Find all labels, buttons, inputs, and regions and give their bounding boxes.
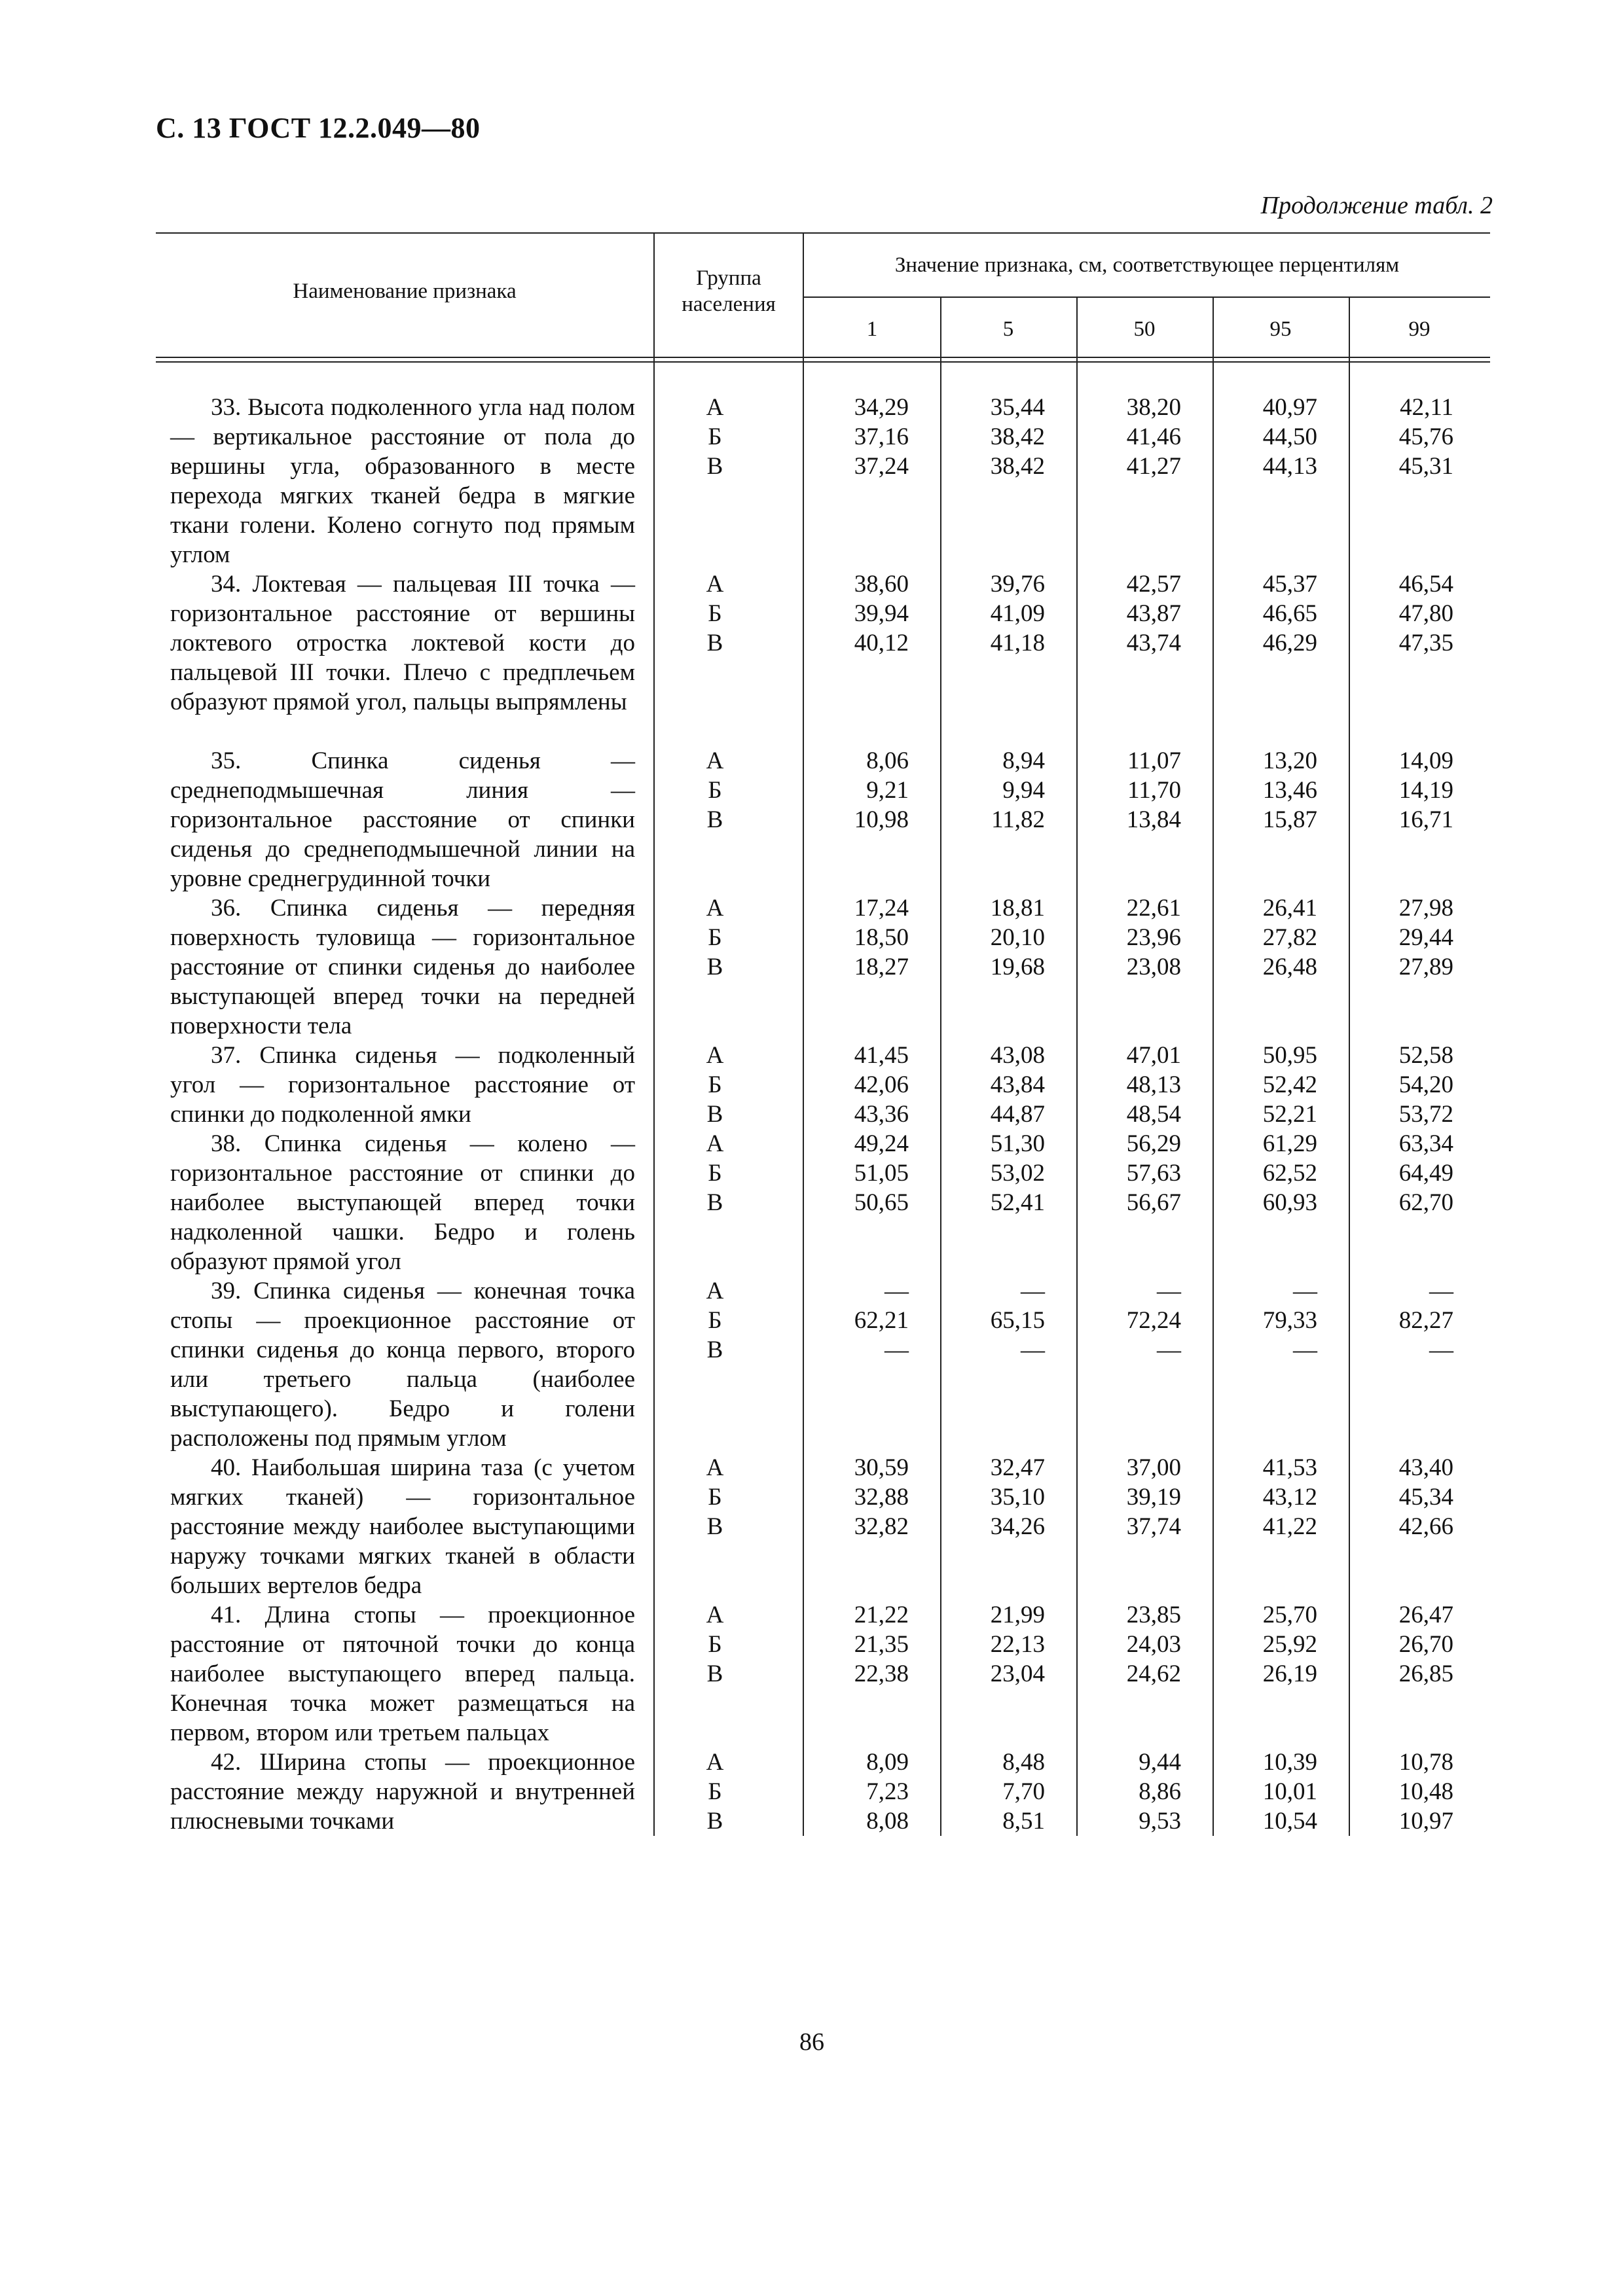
percentile-value: 35,10	[990, 1484, 1045, 1511]
percentile-value-cell	[790, 746, 926, 893]
percentile-value-cell	[1334, 393, 1470, 569]
percentile-value-cell	[790, 1129, 926, 1276]
percentile-value-cell	[790, 1748, 926, 1836]
percentile-value: 37,00	[1126, 1454, 1181, 1481]
percentile-value: 10,48	[1398, 1778, 1453, 1805]
percentile-value: 26,70	[1398, 1631, 1453, 1658]
feature-name-text: 34. Локтевая — пальцевая III точка — горизонтальное расстояние от вершины локтевого отростка локтевой кости до пальцевой III точки. Плечо с предплечьем образуют прямой угол, пальцы выпрямлены	[170, 571, 635, 715]
percentile-value: 27,89	[1398, 954, 1453, 980]
percentile-value-cell	[1334, 1453, 1470, 1600]
percentile-value: 52,42	[1262, 1071, 1317, 1098]
population-group-label: А	[706, 1130, 724, 1157]
percentile-value-cell	[1198, 1276, 1334, 1453]
percentile-value: 34,26	[990, 1513, 1045, 1540]
percentile-value-cell	[1062, 1748, 1198, 1836]
percentile-value: 50,95	[1262, 1042, 1317, 1069]
percentile-value: 56,67	[1126, 1189, 1181, 1216]
feature-name-text: 36. Спинка сиденья — передняя поверхность туловища — горизонтальное расстояние от спинки сиденья до наиболее выступающей вперед точки на передней поверхности тела	[170, 895, 635, 1039]
population-group-label: В	[706, 453, 723, 480]
percentile-value-cell	[1062, 1600, 1198, 1748]
percentile-value: 27,82	[1262, 924, 1317, 951]
population-group-label: В	[706, 806, 723, 833]
header-percentile-95: 95	[1269, 317, 1292, 341]
percentile-value-cell	[926, 393, 1062, 569]
percentile-value: —	[1157, 1278, 1181, 1304]
header-feature-name: Наименование признака	[293, 279, 517, 303]
percentile-value: 38,20	[1126, 394, 1181, 421]
percentile-value: 8,08	[866, 1808, 909, 1835]
percentile-value: 62,70	[1398, 1189, 1453, 1216]
percentile-value: 21,99	[990, 1602, 1045, 1628]
percentile-value-cell	[1198, 893, 1334, 1041]
percentile-value-cell	[926, 1748, 1062, 1836]
header-population-group: Группа населения	[682, 266, 776, 316]
percentile-value: 82,27	[1398, 1307, 1453, 1334]
population-group-label: Б	[708, 1160, 722, 1187]
percentile-value: 45,31	[1398, 453, 1453, 480]
percentile-value: 44,50	[1262, 423, 1317, 450]
percentile-value: 41,45	[854, 1042, 909, 1069]
percentile-value: —	[1021, 1336, 1045, 1363]
percentile-value: 14,09	[1398, 747, 1453, 774]
feature-name-cell	[156, 393, 640, 569]
percentile-value: 41,46	[1126, 423, 1181, 450]
page-number: 86	[799, 2028, 824, 2056]
population-group-label: В	[706, 1513, 723, 1540]
percentile-value: 47,01	[1126, 1042, 1181, 1069]
percentile-value: 47,35	[1398, 630, 1453, 656]
population-group-cell	[640, 1748, 790, 1836]
percentile-value: 53,02	[990, 1160, 1045, 1187]
population-group-label: В	[706, 1336, 723, 1363]
percentile-value: 45,76	[1398, 423, 1453, 450]
header-percentile-1: 1	[866, 317, 878, 341]
percentile-value: 26,47	[1398, 1602, 1453, 1628]
percentile-value: 54,20	[1398, 1071, 1453, 1098]
percentile-value-cell	[1334, 893, 1470, 1041]
percentile-value: 42,66	[1398, 1513, 1453, 1540]
header-bottom-rule-2	[156, 361, 1490, 363]
percentile-value: 44,87	[990, 1101, 1045, 1128]
percentile-value: 10,97	[1398, 1808, 1453, 1835]
percentile-value: 10,98	[854, 806, 909, 833]
population-group-label: А	[706, 1278, 724, 1304]
percentile-value: 27,98	[1398, 895, 1453, 922]
percentile-value-cell	[1334, 569, 1470, 746]
percentile-value: 16,71	[1398, 806, 1453, 833]
table-row	[156, 1129, 1490, 1276]
percentile-value: 65,15	[990, 1307, 1045, 1334]
header-percentile-99: 99	[1408, 317, 1431, 341]
feature-name-cell	[156, 1748, 640, 1836]
percentile-value: 37,74	[1126, 1513, 1181, 1540]
percentile-value: 64,49	[1398, 1160, 1453, 1187]
percentile-value: 23,96	[1126, 924, 1181, 951]
table-continuation-label: Продолжение табл. 2	[1260, 192, 1493, 219]
feature-name-text: 35. Спинка сиденья — среднеподмышечная линия — горизонтальное расстояние от спинки сиденья до среднеподмышечной линии на уровне среднегрудинной точки	[170, 747, 635, 892]
percentile-value: 20,10	[990, 924, 1045, 951]
percentile-value: 10,39	[1262, 1749, 1317, 1776]
header-percentile-5: 5	[1002, 317, 1014, 341]
population-group-label: Б	[708, 423, 722, 450]
percentile-value: 43,12	[1262, 1484, 1317, 1511]
percentile-value: 22,13	[990, 1631, 1045, 1658]
population-group-cell	[640, 393, 790, 569]
percentile-value: 41,53	[1262, 1454, 1317, 1481]
percentile-value-cell	[926, 1041, 1062, 1129]
percentile-value: 9,94	[1002, 777, 1045, 804]
percentile-value-cell	[1198, 1129, 1334, 1276]
percentile-value: 21,35	[854, 1631, 909, 1658]
percentile-value: 51,30	[990, 1130, 1045, 1157]
population-group-label: В	[706, 1189, 723, 1216]
percentile-value: 13,46	[1262, 777, 1317, 804]
percentile-value: 42,11	[1400, 394, 1453, 421]
percentile-value: 24,03	[1126, 1631, 1181, 1658]
percentile-value: 41,27	[1126, 453, 1181, 480]
percentile-value: 43,74	[1126, 630, 1181, 656]
table-row	[156, 746, 1490, 893]
percentile-value: 41,09	[990, 600, 1045, 627]
percentile-value: 23,85	[1126, 1602, 1181, 1628]
percentile-value: 48,54	[1126, 1101, 1181, 1128]
percentile-value-cell	[926, 1453, 1062, 1600]
percentile-value: 39,19	[1126, 1484, 1181, 1511]
feature-name-cell	[156, 1129, 640, 1276]
percentile-value: 7,23	[866, 1778, 909, 1805]
percentile-value: 22,61	[1126, 895, 1181, 922]
table-body	[156, 393, 1490, 1836]
population-group-cell	[640, 1041, 790, 1129]
percentile-value: 8,51	[1002, 1808, 1045, 1835]
population-group-label: Б	[708, 1778, 722, 1805]
percentile-value-cell	[1198, 1748, 1334, 1836]
percentile-value: 39,94	[854, 600, 909, 627]
population-group-label: А	[706, 1749, 724, 1776]
percentile-value-cell	[1062, 893, 1198, 1041]
population-group-label: В	[706, 1660, 723, 1687]
feature-name-text: 37. Спинка сиденья — подколенный угол — горизонтальное расстояние от спинки до подколенной ямки	[170, 1042, 635, 1128]
population-group-label: Б	[708, 777, 722, 804]
population-group-label: А	[706, 747, 724, 774]
percentile-value: 13,84	[1126, 806, 1181, 833]
percentile-value: 46,29	[1262, 630, 1317, 656]
table-row	[156, 1041, 1490, 1129]
percentile-value: 18,81	[990, 895, 1045, 922]
percentile-value: 37,24	[854, 453, 909, 480]
feature-name-cell	[156, 746, 640, 893]
percentile-value-cell	[1198, 1041, 1334, 1129]
population-group-label: А	[706, 1042, 724, 1069]
population-group-label: А	[706, 571, 724, 598]
percentile-value: 38,60	[854, 571, 909, 598]
percentile-value: 19,68	[990, 954, 1045, 980]
percentile-value: 37,16	[854, 423, 909, 450]
percentile-value-cell	[790, 1041, 926, 1129]
percentile-value-cell	[1334, 746, 1470, 893]
percentile-value-cell	[1334, 1276, 1470, 1453]
feature-name-text: 39. Спинка сиденья — конечная точка стопы — проекционное расстояние от спинки сиденья до конца первого, второго или третьего пальца (наиболее выступающего). Бедро и голени расположены под прямым углом	[170, 1278, 635, 1452]
feature-name-text: 38. Спинка сиденья — колено — горизонтальное расстояние от спинки до наиболее выступающей вперед точки надколенной чашки. Бедро и голень образуют прямой угол	[170, 1130, 635, 1275]
population-group-cell	[640, 1600, 790, 1748]
percentile-value-cell	[926, 569, 1062, 746]
percentile-value-cell	[1062, 1276, 1198, 1453]
percentile-value: 24,62	[1126, 1660, 1181, 1687]
percentile-value: —	[1429, 1278, 1453, 1304]
percentile-value: 63,34	[1398, 1130, 1453, 1157]
percentile-value: 39,76	[990, 571, 1045, 598]
percentile-value: 8,06	[866, 747, 909, 774]
percentile-value: 9,53	[1139, 1808, 1181, 1835]
population-group-label: А	[706, 394, 724, 421]
percentile-value: 40,12	[854, 630, 909, 656]
feature-name-cell	[156, 1453, 640, 1600]
percentile-value-cell	[790, 1453, 926, 1600]
table-row	[156, 893, 1490, 1041]
page-header-title: С. 13 ГОСТ 12.2.049—80	[156, 112, 481, 144]
percentile-header-rule	[803, 296, 1490, 298]
percentile-value: 34,29	[854, 394, 909, 421]
percentile-value: 57,63	[1126, 1160, 1181, 1187]
population-group-cell	[640, 746, 790, 893]
percentile-value: 17,24	[854, 895, 909, 922]
percentile-value: 52,21	[1262, 1101, 1317, 1128]
percentile-value-cell	[1198, 1453, 1334, 1600]
table-top-rule	[156, 232, 1490, 234]
percentile-value: 41,22	[1262, 1513, 1317, 1540]
percentile-value: 25,92	[1262, 1631, 1317, 1658]
header-percentile-50: 50	[1133, 317, 1156, 341]
table-row	[156, 393, 1490, 569]
percentile-value: 38,42	[990, 423, 1045, 450]
percentile-value-cell	[1198, 746, 1334, 893]
percentile-value: 42,06	[854, 1071, 909, 1098]
percentile-value: 10,54	[1262, 1808, 1317, 1835]
percentile-value: 8,48	[1002, 1749, 1045, 1776]
percentile-value-cell	[1062, 1041, 1198, 1129]
percentile-value: 49,24	[854, 1130, 909, 1157]
percentile-value-cell	[790, 1600, 926, 1748]
population-group-label: А	[706, 1454, 724, 1481]
percentile-value: 38,42	[990, 453, 1045, 480]
percentile-value: 40,97	[1262, 394, 1317, 421]
percentile-value: 43,40	[1398, 1454, 1453, 1481]
percentile-value: 21,22	[854, 1602, 909, 1628]
percentile-value: 23,04	[990, 1660, 1045, 1687]
percentile-value: 52,41	[990, 1189, 1045, 1216]
percentile-value: 43,36	[854, 1101, 909, 1128]
percentile-value-cell	[1062, 569, 1198, 746]
percentile-value: 46,54	[1398, 571, 1453, 598]
percentile-value: 25,70	[1262, 1602, 1317, 1628]
percentile-value-cell	[1334, 1748, 1470, 1836]
percentile-value: —	[1293, 1278, 1317, 1304]
percentile-value: 26,48	[1262, 954, 1317, 980]
percentile-value: 7,70	[1002, 1778, 1045, 1805]
percentile-value: —	[884, 1336, 909, 1363]
population-group-label: Б	[708, 924, 722, 951]
percentile-value: 41,18	[990, 630, 1045, 656]
population-group-cell	[640, 1276, 790, 1453]
percentile-value: —	[1293, 1336, 1317, 1363]
percentile-value-cell	[1198, 1600, 1334, 1748]
percentile-value: 32,88	[854, 1484, 909, 1511]
percentile-value-cell	[790, 393, 926, 569]
population-group-cell	[640, 569, 790, 746]
percentile-value-cell	[1062, 746, 1198, 893]
percentile-value: 22,38	[854, 1660, 909, 1687]
percentile-value: 52,58	[1398, 1042, 1453, 1069]
percentile-value: 9,44	[1139, 1749, 1181, 1776]
percentile-value: 53,72	[1398, 1101, 1453, 1128]
feature-name-cell	[156, 1041, 640, 1129]
percentile-value: 9,21	[866, 777, 909, 804]
population-group-label: В	[706, 1808, 723, 1835]
percentile-value: 29,44	[1398, 924, 1453, 951]
percentile-value-cell	[1334, 1600, 1470, 1748]
percentile-value-cell	[1334, 1129, 1470, 1276]
feature-name-cell	[156, 1600, 640, 1748]
percentile-value-cell	[1062, 1129, 1198, 1276]
percentile-value: 23,08	[1126, 954, 1181, 980]
percentile-value: 15,87	[1262, 806, 1317, 833]
population-group-label: Б	[708, 1307, 722, 1334]
population-group-label: А	[706, 895, 724, 922]
feature-name-cell	[156, 1276, 640, 1453]
feature-name-text: 42. Ширина стопы — проекционное расстояние между наружной и внутренней плюсневыми точками	[170, 1749, 635, 1835]
percentile-value-cell	[926, 746, 1062, 893]
percentile-value-cell	[790, 569, 926, 746]
percentile-value: 42,57	[1126, 571, 1181, 598]
percentile-value-cell	[926, 1129, 1062, 1276]
percentile-value: 26,41	[1262, 895, 1317, 922]
percentile-value: 43,08	[990, 1042, 1045, 1069]
table-row	[156, 569, 1490, 746]
population-group-label: А	[706, 1602, 724, 1628]
percentile-value: 13,20	[1262, 747, 1317, 774]
feature-name-cell	[156, 569, 640, 746]
percentile-value: 44,13	[1262, 453, 1317, 480]
population-group-label: В	[706, 1101, 723, 1128]
feature-name-text: 40. Наибольшая ширина таза (с учетом мягких тканей) — горизонтальное расстояние между наиболее выступающими наружу точками мягких тканей в области больших вертелов бедра	[170, 1454, 635, 1599]
table-row	[156, 1276, 1490, 1453]
percentile-value: 47,80	[1398, 600, 1453, 627]
population-group-cell	[640, 1129, 790, 1276]
table-row	[156, 1748, 1490, 1836]
percentile-value-cell	[1334, 1041, 1470, 1129]
percentile-value-cell	[790, 1276, 926, 1453]
percentile-value: 8,09	[866, 1749, 909, 1776]
percentile-value-cell	[926, 893, 1062, 1041]
population-group-label: Б	[708, 1071, 722, 1098]
percentile-value-cell	[1062, 1453, 1198, 1600]
percentile-value: 46,65	[1262, 600, 1317, 627]
percentile-value: 18,27	[854, 954, 909, 980]
population-group-label: В	[706, 954, 723, 980]
percentile-value: 43,84	[990, 1071, 1045, 1098]
percentile-value: 48,13	[1126, 1071, 1181, 1098]
percentile-value-cell	[790, 893, 926, 1041]
percentile-value: —	[1429, 1336, 1453, 1363]
percentile-value: 56,29	[1126, 1130, 1181, 1157]
percentile-value: 45,34	[1398, 1484, 1453, 1511]
population-group-label: Б	[708, 1631, 722, 1658]
percentile-value: 62,52	[1262, 1160, 1317, 1187]
percentile-value: —	[884, 1278, 909, 1304]
percentile-value: 61,29	[1262, 1130, 1317, 1157]
feature-name-text: 41. Длина стопы — проекционное расстояние от пяточной точки до конца наиболее выступающего вперед пальца. Конечная точка может размещаться на первом, втором или третьем пальцах	[170, 1602, 635, 1746]
table-row	[156, 1600, 1490, 1748]
percentile-value: 60,93	[1262, 1189, 1317, 1216]
percentile-value: 14,19	[1398, 777, 1453, 804]
percentile-value: 11,82	[991, 806, 1045, 833]
percentile-value: 35,44	[990, 394, 1045, 421]
percentile-value: 62,21	[854, 1307, 909, 1334]
table-row	[156, 1453, 1490, 1600]
percentile-value: 43,87	[1126, 600, 1181, 627]
percentile-value: 8,86	[1139, 1778, 1181, 1805]
header-bottom-rule	[156, 357, 1490, 358]
percentile-value-cell	[1062, 393, 1198, 569]
percentile-value: 72,24	[1126, 1307, 1181, 1334]
percentile-value: 11,07	[1127, 747, 1181, 774]
percentile-value: 32,82	[854, 1513, 909, 1540]
feature-name-cell	[156, 893, 640, 1041]
percentile-value: 50,65	[854, 1189, 909, 1216]
header-percentile-values: Значение признака, см, соответствующее перцентилям	[894, 253, 1400, 277]
percentile-value: 45,37	[1262, 571, 1317, 598]
percentile-value: 30,59	[854, 1454, 909, 1481]
percentile-value: 10,01	[1262, 1778, 1317, 1805]
feature-name-text: 33. Высота подколенного угла над полом — вертикальное расстояние от пола до вершины угла, образованного в месте перехода мягких тканей бедра в мягкие ткани голени. Колено согнуто под прямым углом	[170, 394, 635, 568]
percentile-value: 8,94	[1002, 747, 1045, 774]
percentile-value: 10,78	[1398, 1749, 1453, 1776]
percentile-value: 26,19	[1262, 1660, 1317, 1687]
population-group-label: Б	[708, 600, 722, 627]
percentile-value: 18,50	[854, 924, 909, 951]
percentile-value: 79,33	[1262, 1307, 1317, 1334]
percentile-value: —	[1157, 1336, 1181, 1363]
percentile-value: 51,05	[854, 1160, 909, 1187]
percentile-value-cell	[1198, 393, 1334, 569]
percentile-value: 32,47	[990, 1454, 1045, 1481]
percentile-value: —	[1021, 1278, 1045, 1304]
population-group-label: Б	[708, 1484, 722, 1511]
percentile-value-cell	[926, 1276, 1062, 1453]
population-group-cell	[640, 1453, 790, 1600]
percentile-value-cell	[926, 1600, 1062, 1748]
population-group-cell	[640, 893, 790, 1041]
percentile-value-cell	[1198, 569, 1334, 746]
percentile-value: 11,70	[1127, 777, 1181, 804]
percentile-value: 26,85	[1398, 1660, 1453, 1687]
population-group-label: В	[706, 630, 723, 656]
